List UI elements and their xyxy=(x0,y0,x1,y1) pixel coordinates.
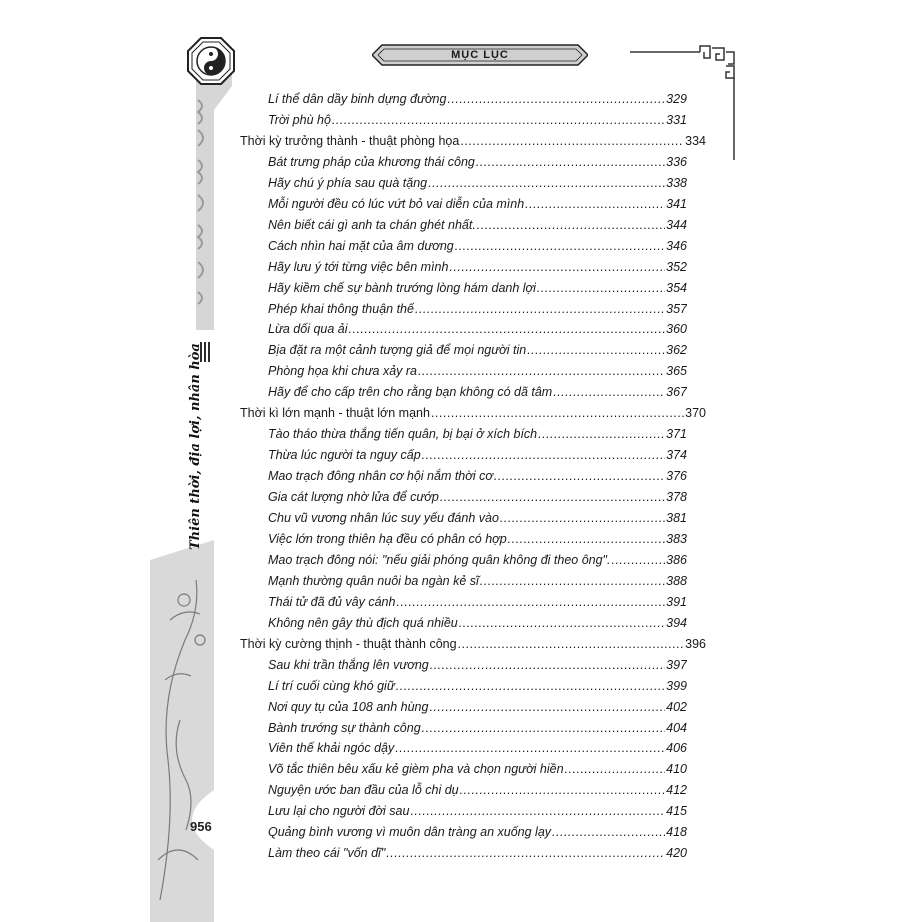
toc-page-number: 362 xyxy=(666,343,687,358)
toc-entry-row xyxy=(268,236,687,256)
toc-leader-dots xyxy=(422,445,665,465)
toc-page-number: 374 xyxy=(666,448,687,463)
toc-leader-dots xyxy=(476,152,665,172)
toc-leader-dots xyxy=(396,676,665,696)
toc-leader-dots xyxy=(440,487,665,507)
toc-entry-title: Mao trạch đông nói: "nếu giải phóng quân không đi theo ông". xyxy=(268,552,611,567)
toc-entry-row xyxy=(268,843,687,863)
toc-entry-title: Thừa lúc người ta nguy cấp xyxy=(268,448,421,463)
toc-entry-title: Cách nhìn hai mặt của âm dương xyxy=(268,238,454,253)
toc-leader-dots xyxy=(430,655,665,675)
toc-entry-row xyxy=(268,319,687,339)
toc-leader-dots xyxy=(565,759,666,779)
toc-page-number: 341 xyxy=(666,196,687,211)
toc-page-number: 378 xyxy=(666,490,687,505)
toc-leader-dots xyxy=(455,236,665,256)
toc-page-number: 410 xyxy=(666,762,687,777)
toc-leader-dots xyxy=(429,697,665,717)
toc-leader-dots xyxy=(449,257,665,277)
toc-page-number: 334 xyxy=(685,133,706,148)
toc-entry-row xyxy=(268,215,687,235)
toc-entry-title: Phòng họa khi chưa xảy ra xyxy=(268,364,417,379)
toc-page-number: 360 xyxy=(666,322,687,337)
toc-leader-dots xyxy=(611,550,665,570)
toc-page-number: 396 xyxy=(685,636,706,651)
toc-entry-title: Thái tử đã đủ vây cánh xyxy=(268,594,396,609)
toc-page-number: 352 xyxy=(666,259,687,274)
toc-page-number: 381 xyxy=(666,511,687,525)
toc-leader-dots xyxy=(494,466,665,486)
toc-page-number: 338 xyxy=(666,175,687,190)
toc-entry-title: Phép khai thông thuận thế xyxy=(268,301,414,316)
toc-entry-title: Sau khi trần thắng lên vương xyxy=(268,657,429,672)
toc-section-row xyxy=(240,403,706,423)
toc-entry-row xyxy=(268,655,687,675)
toc-entry-title: Bát trưng pháp của khương thái công xyxy=(268,154,475,169)
toc-page-number: 415 xyxy=(666,804,687,819)
toc-entry-title: Lí thể dân dầy binh dựng đường xyxy=(268,92,447,106)
toc-page-number: 331 xyxy=(666,113,687,127)
toc-entry-title: Thời kì lớn mạnh - thuật lớn mạnh xyxy=(240,406,430,421)
toc-entry-title: Việc lớn trong thiên hạ đều có phân có hợp xyxy=(268,532,507,546)
toc-page-number: 391 xyxy=(666,594,687,609)
toc-entry-title: Bành trướng sự thành công xyxy=(268,720,421,735)
toc-entry-title: Chu vũ vương nhân lúc suy yếu đánh vào xyxy=(268,511,499,525)
toc-page-number: 376 xyxy=(666,469,687,484)
toc-leader-dots xyxy=(349,319,666,339)
toc-entry-row xyxy=(268,822,687,842)
toc-page-number: 394 xyxy=(666,615,687,630)
toc-entry-title: Quảng bình vương vì muôn dân tràng an xuống lạy xyxy=(268,825,552,840)
toc-entry-row xyxy=(268,759,687,779)
toc-entry-row xyxy=(268,780,687,800)
toc-page-number: 402 xyxy=(666,699,687,714)
toc-entry-row xyxy=(268,718,687,738)
toc-entry-title: Mao trạch đông nhân cơ hội nắm thời cơ xyxy=(268,469,493,484)
toc-page-number: 354 xyxy=(666,280,687,295)
toc-leader-dots xyxy=(395,738,665,758)
toc-entry-title: Thời kỳ cường thịnh - thuật thành công xyxy=(240,636,457,651)
toc-page-number: 406 xyxy=(666,741,687,756)
toc-entry-row xyxy=(268,173,687,193)
toc-entry-row xyxy=(268,697,687,717)
toc-entry-title: Không nên gây thù địch quá nhiều xyxy=(268,615,458,630)
toc-entry-row xyxy=(268,340,687,360)
toc-entry-row xyxy=(268,801,687,821)
toc-entry-row xyxy=(268,592,687,612)
toc-entry-row xyxy=(268,424,687,444)
toc-leader-dots xyxy=(431,403,684,423)
toc-page-number: 344 xyxy=(666,217,687,232)
toc-page-number: 399 xyxy=(666,678,687,693)
toc-leader-dots xyxy=(477,215,665,235)
toc-leader-dots xyxy=(386,843,665,863)
toc-entry-title: Trời phù hộ xyxy=(268,113,331,127)
toc-section-row xyxy=(240,634,706,654)
toc-entry-title: Tào tháo thừa thắng tiến quân, bị bại ở xích bích xyxy=(268,427,538,442)
toc-entry-title: Nên biết cái gì anh ta chán ghét nhất. xyxy=(268,217,476,232)
toc-entry-row xyxy=(268,299,687,319)
toc-entry-row xyxy=(268,676,687,696)
toc-entry-row xyxy=(268,445,687,465)
toc-leader-dots xyxy=(460,780,666,800)
toc-page-number: 397 xyxy=(666,657,687,672)
toc-entry-title: Hãy kiềm chế sự bành trướng lòng hám danh lợi xyxy=(268,280,536,295)
toc-entry-row xyxy=(268,194,687,214)
toc-entry-title: Võ tắc thiên bêu xấu kẻ gièm pha và chọn người hiền xyxy=(268,762,564,777)
toc-page-number: 383 xyxy=(666,532,687,546)
toc-page-number: 357 xyxy=(666,301,687,316)
toc-entry-title: Làm theo cái "vốn dĩ" xyxy=(268,846,386,861)
toc-page-number: 365 xyxy=(666,364,687,379)
toc-leader-dots xyxy=(508,529,665,549)
toc-entry-title: Lừa dối qua ải xyxy=(268,322,348,337)
toc-leader-dots xyxy=(538,424,665,444)
toc-page-number: 346 xyxy=(666,238,687,253)
toc-page-number: 404 xyxy=(666,720,687,735)
toc-entry-row xyxy=(268,361,687,381)
toc-entry-row xyxy=(268,110,687,130)
page-title: MỤC LỤC xyxy=(451,49,509,61)
toc-entry-title: Thời kỳ trưởng thành - thuật phòng họa xyxy=(240,133,460,148)
toc-entry-title: Gia cát lượng nhờ lửa để cướp xyxy=(268,490,439,505)
toc-entry-title: Nơi quy tụ của 108 anh hùng xyxy=(268,699,429,714)
toc-leader-dots xyxy=(500,508,665,528)
toc-entry-title: Hãy lưu ý tới từng việc bên mình xyxy=(268,259,449,274)
toc-entry-row xyxy=(268,529,687,549)
toc-leader-dots xyxy=(396,592,665,612)
page-number: 956 xyxy=(190,819,212,834)
toc-entry-title: Hãy chú ý phía sau quà tặng xyxy=(268,175,428,190)
toc-entry-title: Bịa đặt ra một cảnh tượng giả để mọi người tin xyxy=(268,343,527,358)
toc-page-number: 367 xyxy=(666,385,687,400)
toc-leader-dots xyxy=(428,173,665,193)
toc-leader-dots xyxy=(460,131,684,151)
toc-entry-row xyxy=(268,550,687,570)
toc-entry-title: Mạnh thường quân nuôi ba ngàn kẻ sĩ xyxy=(268,573,479,588)
toc-page-number: 386 xyxy=(666,552,687,567)
toc-entry-row xyxy=(268,89,687,109)
toc-leader-dots xyxy=(458,634,685,654)
toc-leader-dots xyxy=(459,613,665,633)
toc-leader-dots xyxy=(422,718,665,738)
toc-entry-title: Nguyện ước ban đầu của lỗ chi dụ xyxy=(268,783,459,798)
toc-entry-title: Mỗi người đều có lúc vứt bỏ vai diễn của mình xyxy=(268,196,525,211)
toc-entry-row xyxy=(268,613,687,633)
toc-entry-row xyxy=(268,466,687,486)
toc-leader-dots xyxy=(553,382,665,402)
toc-entry-row xyxy=(268,571,687,591)
toc-leader-dots xyxy=(537,278,665,298)
toc-page-number: 388 xyxy=(666,573,687,588)
toc-entry-row xyxy=(268,508,687,528)
toc-leader-dots xyxy=(415,299,665,319)
toc-entry-title: Viên thế khải ngóc dậy xyxy=(268,741,395,756)
toc-section-row xyxy=(240,131,706,151)
toc-page-number: 420 xyxy=(666,846,687,861)
toc-leader-dots xyxy=(480,571,665,591)
toc-leader-dots xyxy=(447,89,665,109)
toc-entry-row xyxy=(268,152,687,172)
toc-leader-dots xyxy=(527,340,665,360)
toc-entry-title: Lưu lại cho người đời sau xyxy=(268,804,410,819)
toc-leader-dots xyxy=(332,110,665,130)
toc-page-number: 329 xyxy=(666,92,687,106)
toc-leader-dots xyxy=(418,361,665,381)
toc-page-number: 418 xyxy=(666,825,687,840)
toc-leader-dots xyxy=(525,194,665,214)
toc-entry-title: Lí trí cuối cùng khó giữ xyxy=(268,678,395,693)
toc-leader-dots xyxy=(410,801,665,821)
toc-page-number: 412 xyxy=(666,783,687,798)
toc-page-number: 371 xyxy=(666,427,687,442)
toc-entry-row xyxy=(268,257,687,277)
toc-entry-row xyxy=(268,487,687,507)
toc-page-number: 370 xyxy=(685,406,706,421)
toc-leader-dots xyxy=(552,822,665,842)
toc-entry-row xyxy=(268,382,687,402)
toc-entry-row xyxy=(268,738,687,758)
side-title: Thiên thời, địa lợi, nhân hòa xyxy=(188,343,203,550)
toc-entry-row xyxy=(268,278,687,298)
toc-page-number: 336 xyxy=(666,154,687,169)
toc-entry-title: Hãy để cho cấp trên cho rằng bạn không có dã tâm xyxy=(268,385,553,400)
